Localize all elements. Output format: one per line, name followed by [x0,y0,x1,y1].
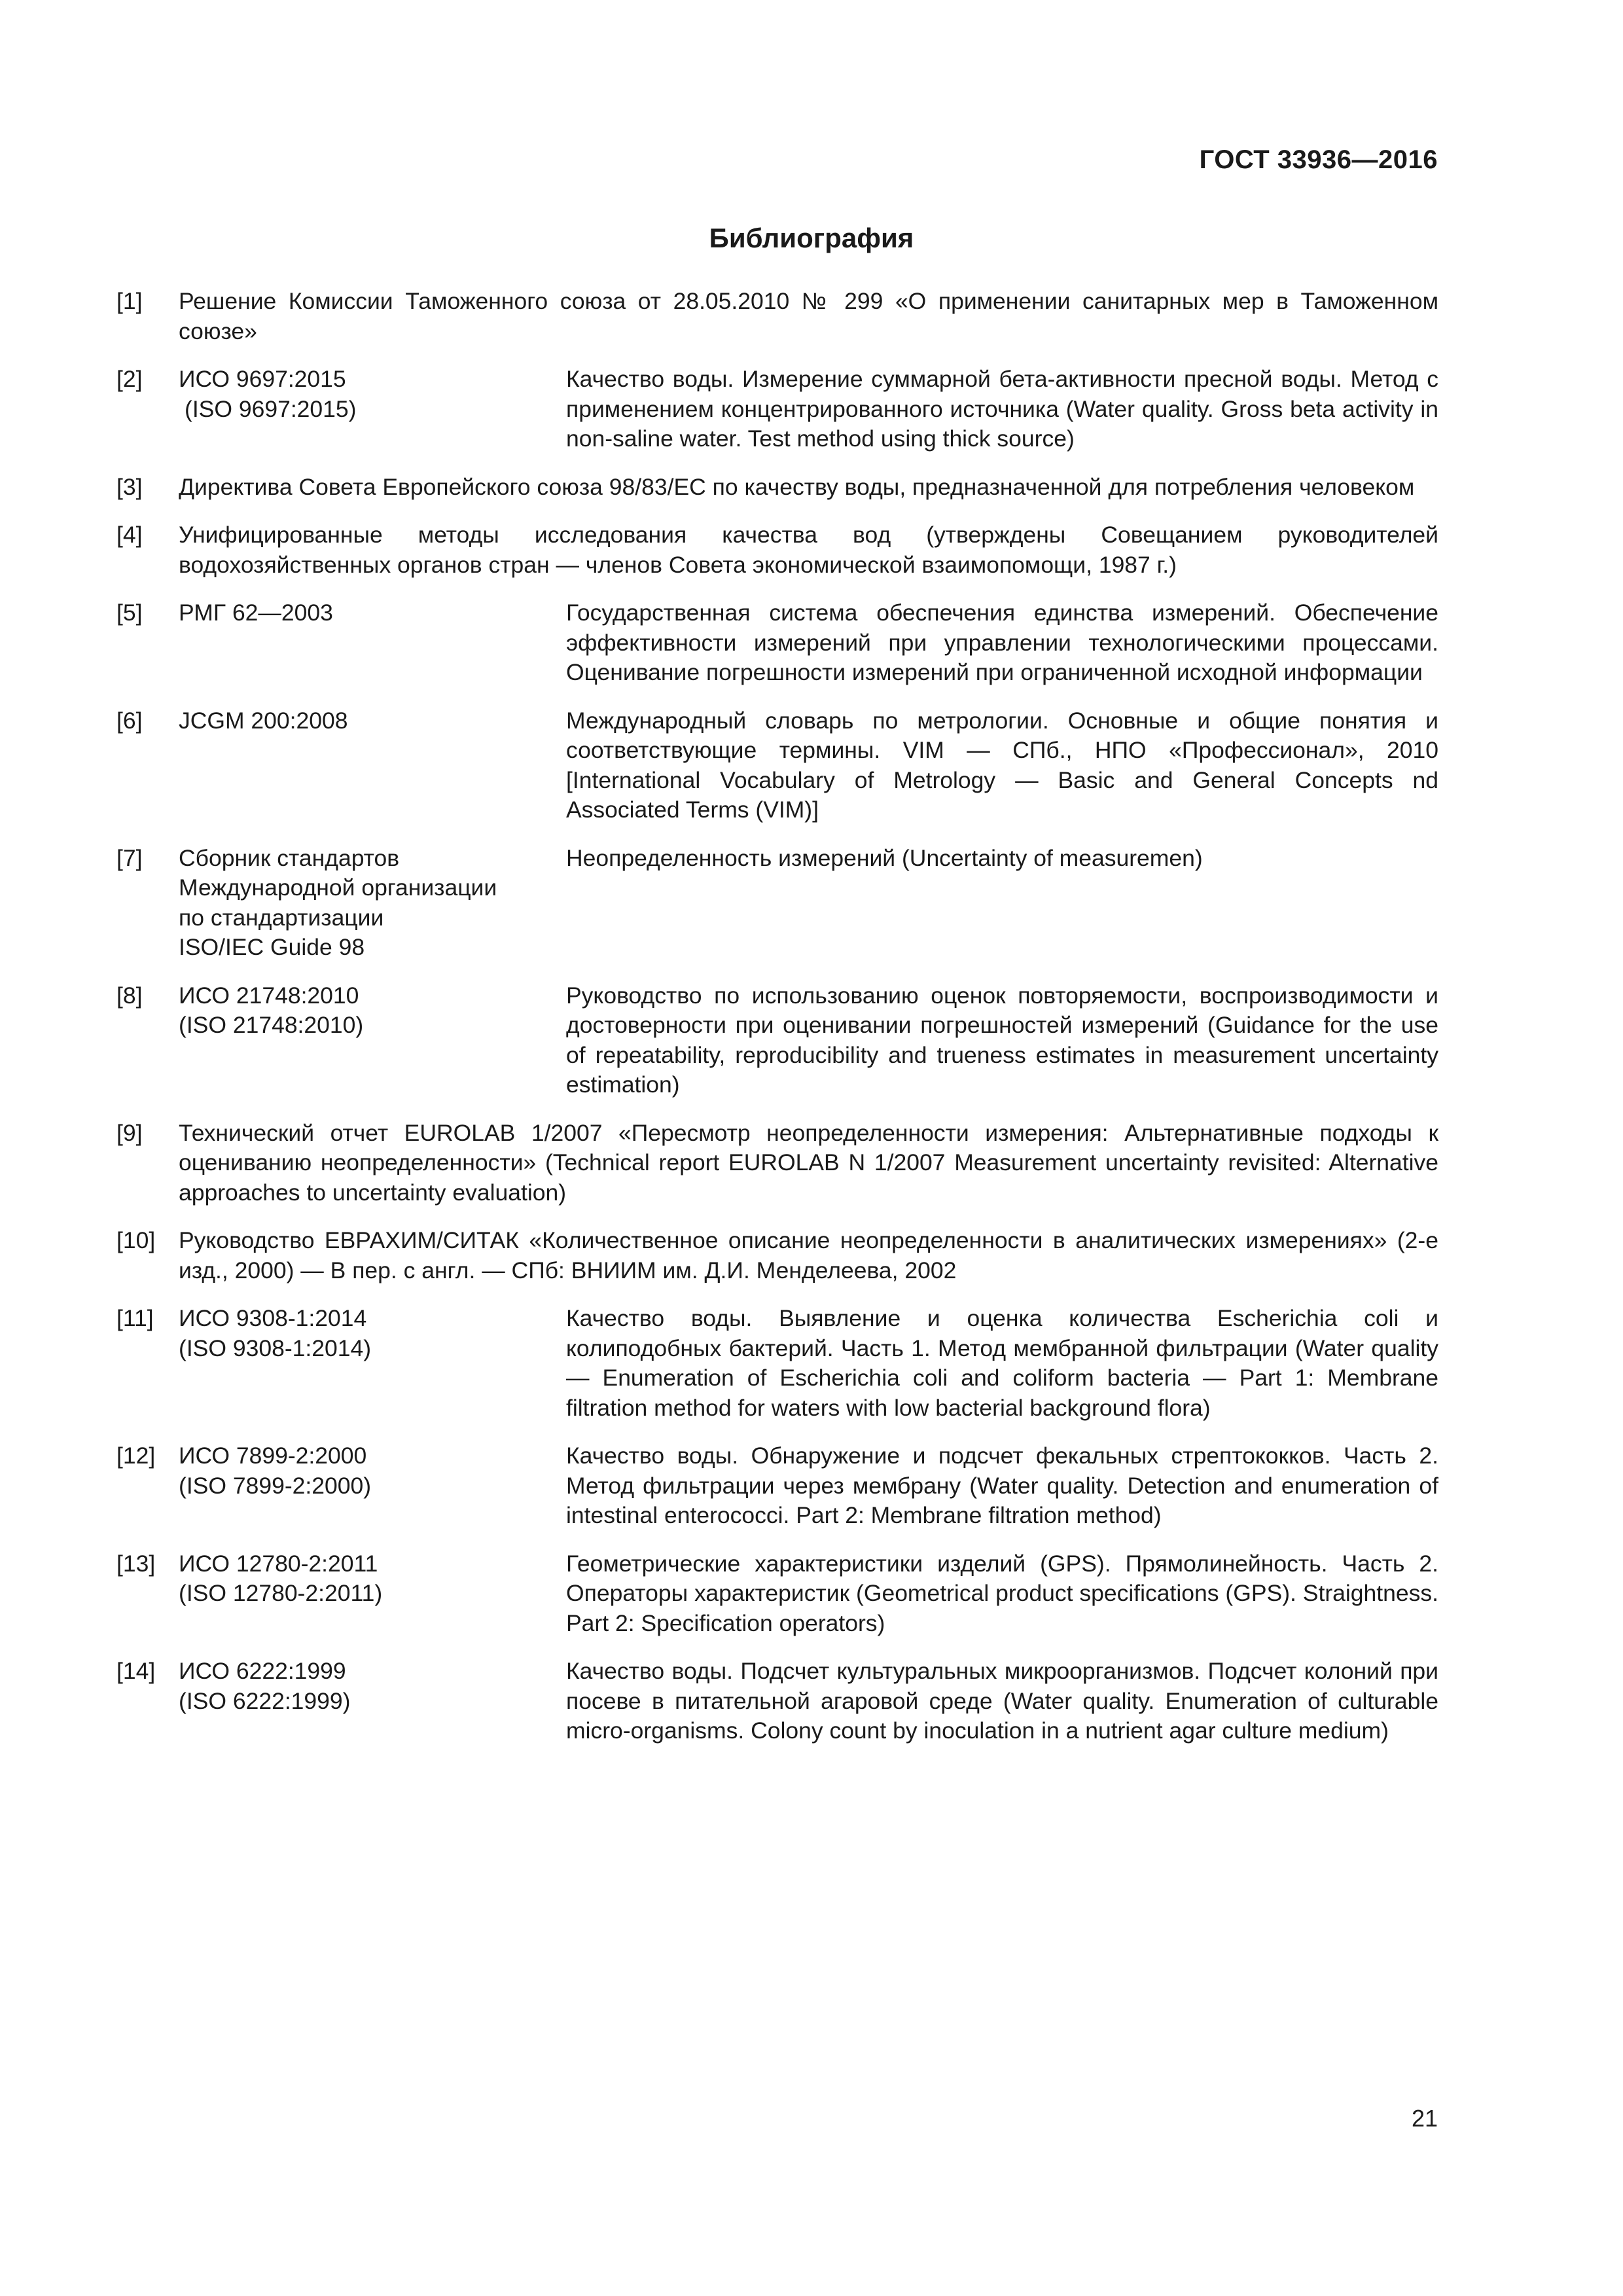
entry-text: Решение Комиссии Таможенного союза от 28.05.2010 № 299 «О применении санитарных мер в Таможенном союзе» [179,288,1438,344]
entry-number: [7] [116,844,143,871]
entry-description: Международный словарь по метрологии. Основные и общие понятия и соответствующие термины. VIM — СПб., НПО «Профессионал», 2010 [International Vocabulary of Metrology — Basic and General Concepts nd Associated Terms (VIM)] [566,707,1438,823]
entry-number: [9] [116,1119,143,1146]
entry-number: [3] [116,473,143,500]
entry-description: Качество воды. Обнаружение и подсчет фекальных стрептококков. Часть 2. Метод фильтрации через мембрану (Water quality. Detection and enumeration of intestinal enterococci. Part 2: Membrane filtration method) [566,1443,1438,1528]
entry-code [179,598,566,688]
entry-text: Технический отчет EUROLAB 1/2007 «Пересмотр неопределенности измерения: Альтернативные подходы к оцениванию неопределенности» (Technical report EUROLAB N 1/2007 Measurement uncertainty revisited: Alternative approaches to uncertainty evaluation) [179,1119,1438,1206]
entry-text: Руководство ЕВРАХИМ/СИТАК «Количественное описание неопределенности в аналитических измерениях» (2-е изд., 2000) — В пер. с англ. — СПб: ВНИИМ им. Д.И. Менделеева, 2002 [179,1227,1438,1283]
entry-number: [1] [116,288,143,314]
entry-description: Руководство по использованию оценок повторяемости, воспроизводимости и достоверности при оценивании погрешностей измерений (Guidance for the use of repeatability, reproducibility and trueness estimates in measurement uncertainty estimation) [566,982,1438,1098]
bibliography-entry-1 [116,287,1438,346]
entry-code-alt: (ISO 7899-2:2000) [179,1472,372,1499]
entry-number: [11] [116,1305,154,1331]
entry-code [179,1657,566,1746]
entry-code-primary: ИСО 7899-2:2000 [179,1443,367,1469]
entry-description: Геометрические характеристики изделий (GPS). Прямолинейность. Часть 2. Операторы характеристик (Geometrical product specifications (GPS). Straightness. Part 2: Specification operators) [566,1550,1438,1636]
bibliography-entry-14 [116,1657,1438,1746]
entry-code-primary: ИСО 21748:2010 [179,982,359,1009]
document-code: ГОСТ 33936—2016 [1199,145,1438,174]
entry-code [179,1441,566,1531]
bibliography-entry-13 [116,1549,1438,1639]
entry-code-line-1: Сборник стандартов [179,844,400,871]
entry-description: Качество воды. Подсчет культуральных микроорганизмов. Подсчет колоний при посеве в питательной агаровой среде (Water quality. Enumeration of culturable micro-organisms. Colony count by inoculation in a nutrient agar culture medium) [566,1658,1438,1744]
bibliography-entry-3 [116,473,1438,503]
entry-description: Качество воды. Выявление и оценка количества Escherichia coli и колиподобных бактерий. Часть 1. Метод мембранной фильтрации (Water quality — Enumeration of Escherichia coli and coliform bacteria — Part 1: Membrane filtration method for waters with low bacterial background flora) [566,1305,1438,1421]
entry-number: [13] [116,1550,156,1577]
entry-code-primary: ИСО 9308-1:2014 [179,1305,367,1331]
entry-code-alt: (ISO 9697:2015) [185,395,357,422]
entry-code-alt: (ISO 12780-2:2011) [179,1580,383,1606]
entry-number: [14] [116,1658,156,1684]
entry-number: [5] [116,600,143,626]
entry-code-line-2: Международной организации [179,874,497,901]
entry-code [179,706,566,825]
entry-code-primary: ИСО 12780-2:2011 [179,1550,378,1577]
entry-code [179,1304,566,1423]
entry-code-alt: (ISO 6222:1999) [179,1687,351,1714]
entry-code [179,1549,566,1639]
bibliography-entry-5 [116,598,1438,688]
entry-text: Унифицированные методы исследования качества вод (утверждены Совещанием руководителей водохозяйственных органов стран — членов Совета экономической взаимопомощи, 1987 г.) [179,522,1438,578]
bibliography-entry-12 [116,1441,1438,1531]
section-title: Библиография [709,223,914,253]
bibliography-entry-8 [116,981,1438,1100]
entry-text: Директива Совета Европейского союза 98/83/ЕС по качеству воды, предназначенной для потребления человеком [179,473,1415,500]
entry-code [179,365,566,454]
entry-number: [2] [116,366,143,392]
entry-code [179,844,566,963]
bibliography-entry-10 [116,1226,1438,1285]
entry-code-line-3: по стандартизации [179,904,384,931]
entry-number: [6] [116,707,143,734]
entry-number: [8] [116,982,143,1009]
entry-code-primary: РМГ 62—2003 [179,600,333,626]
entry-description: Неопределенность измерений (Uncertainty of measuremen) [566,844,1203,871]
page-number: 21 [1411,2105,1438,2132]
entry-code-primary: JCGM 200:2008 [179,707,348,734]
bibliography-entry-7 [116,844,1438,963]
entry-code-line-4: ISO/IEC Guide 98 [179,934,365,960]
entry-code [179,981,566,1100]
entry-description: Государственная система обеспечения единства измерений. Обеспечение эффективности измерений при управлении технологическими процессами. Оценивание погрешности измерений при ограниченной исходной информации [566,600,1438,685]
entry-number: [4] [116,522,143,548]
entry-number: [12] [116,1443,156,1469]
entry-code-primary: ИСО 6222:1999 [179,1658,346,1684]
entry-code-primary: ИСО 9697:2015 [179,366,346,392]
bibliography-entry-11 [116,1304,1438,1423]
entry-code-alt: (ISO 21748:2010) [179,1012,364,1038]
bibliography-entry-6 [116,706,1438,825]
entry-code-alt: (ISO 9308-1:2014) [179,1335,372,1361]
bibliography-list [116,287,1438,1765]
bibliography-entry-4 [116,520,1438,580]
entry-description: Качество воды. Измерение суммарной бета-активности пресной воды. Метод с применением концентрированного источника (Water quality. Gross beta activity in non-saline water. Test method using thick source) [566,366,1438,452]
bibliography-entry-9 [116,1119,1438,1208]
bibliography-entry-2 [116,365,1438,454]
entry-number: [10] [116,1227,156,1253]
